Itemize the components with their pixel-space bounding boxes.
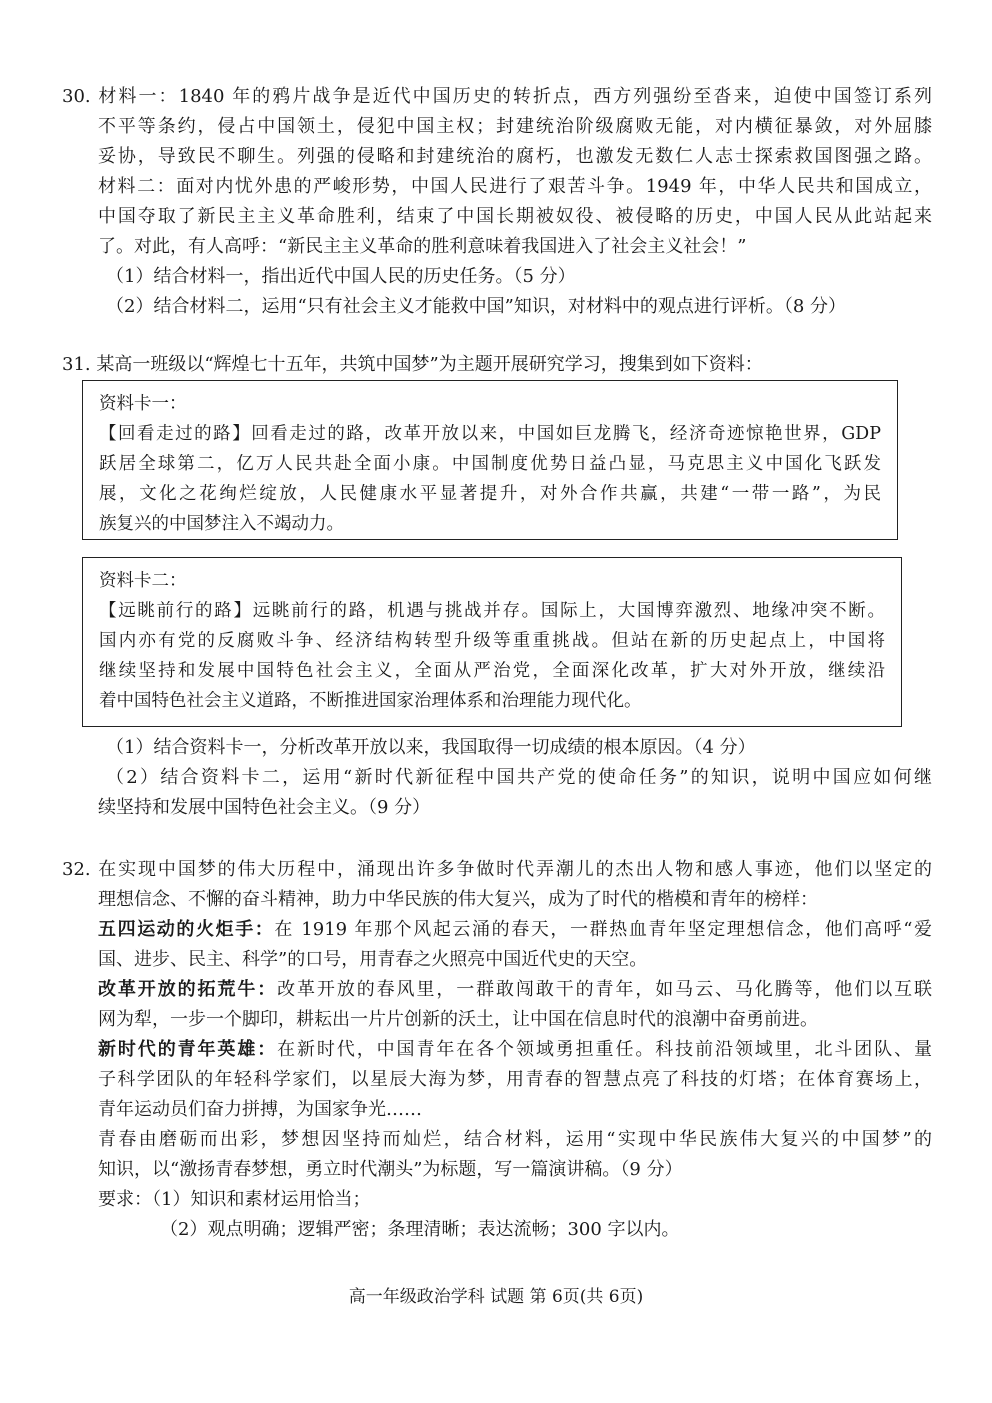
card1-line: 跃居全球第二，亿万人民共赴全面小康。中国制度优势日益凸显，马克思主义中国化飞跃发 <box>99 454 881 474</box>
q32-paragraph-3 <box>62 1035 932 1065</box>
q32-paragraph-1 <box>62 915 932 945</box>
card2-title: 资料卡二： <box>99 571 187 591</box>
q32-requirement-1: 要求：（1）知识和素材运用恰当； <box>98 1189 371 1210</box>
q32-paragraph-3-cont: 青年运动员们奋力拼搏，为国家争光…… <box>98 1099 422 1120</box>
q30-line: 了。对此，有人高呼：“新民主主义革命的胜利意味着我国进入了社会主义社会！” <box>98 236 747 257</box>
card1-line: 展，文化之花绚烂绽放，人民健康水平显著提升，对外合作共赢，共建“一带一路”，为民 <box>99 484 881 504</box>
p3-text: 在新时代，中国青年在各个领域勇担重任。科技前沿领域里，北斗团队、量 <box>277 1039 932 1060</box>
q31-subquestion-2: （2）结合资料卡二，运用“新时代新征程中国共产党的使命任务”的知识，说明中国应如何继 <box>106 767 932 788</box>
card2-line: 着中国特色社会主义道路，不断推进国家治理体系和治理能力现代化。 <box>99 691 642 711</box>
q30-subquestion-1: （1）结合材料一，指出近代中国人民的历史任务。（5 分） <box>106 266 576 287</box>
card2-line: 国内亦有党的反腐败斗争、经济结构转型升级等重重挑战。但站在新的历史起点上，中国将 <box>99 631 885 651</box>
p2-text: 改革开放的春风里，一群敢闯敢干的青年，如马云、马化腾等，他们以互联 <box>277 979 932 1000</box>
material-card-1 <box>82 380 898 540</box>
card1-line: 族复兴的中国梦注入不竭动力。 <box>99 514 344 534</box>
q32-requirement-2: （2）观点明确；逻辑严密；条理清晰；表达流畅；300 字以内。 <box>160 1219 680 1240</box>
q31-subquestion-2-cont: 续坚持和发展中国特色社会主义。（9 分） <box>98 797 431 818</box>
question-31-subquestions <box>62 733 932 823</box>
material-card-2 <box>82 557 902 727</box>
q32-paragraph-2 <box>62 975 932 1005</box>
p1-text: 在 1919 年那个风起云涌的春天，一群热血青年坚定理想信念，他们高呼“爱 <box>274 919 933 940</box>
q31-intro: 31. 某高一班级以“辉煌七十五年，共筑中国梦”为主题开展研究学习，搜集到如下资料： <box>62 354 763 375</box>
q30-line: 不平等条约，侵占中国领土，侵犯中国主权；封建统治阶级腐败无能，对内横征暴敛，对外屈膝 <box>98 116 932 137</box>
p2-heading: 改革开放的拓荒牛： <box>98 979 278 1000</box>
q30-subquestion-2: （2）结合材料二，运用“只有社会主义才能救中国”知识，对材料中的观点进行评析。（8 分） <box>106 296 847 317</box>
p1-heading: 五四运动的火炬手： <box>98 919 275 940</box>
page-footer: 高一年级政治学科 试题 第 6页(共 6页) <box>348 1287 644 1307</box>
question-32 <box>62 855 932 1245</box>
q32-paragraph-2-cont: 网为犁，一步一个脚印，耕耘出一片片创新的沃土，让中国在信息时代的浪潮中奋勇前进。 <box>98 1009 818 1030</box>
q30-line: 30. 材料一：1840 年的鸦片战争是近代中国历史的转折点，西方列强纷至沓来，迫使中国签订系列 <box>62 86 932 107</box>
q30-line: 中国夺取了新民主主义革命胜利，结束了中国长期被奴役、被侵略的历史，中国人民从此站起来 <box>98 206 932 227</box>
q31-subquestion-1: （1）结合资料卡一，分析改革开放以来，我国取得一切成绩的根本原因。（4 分） <box>106 737 756 758</box>
p3-heading: 新时代的青年英雄： <box>98 1039 278 1060</box>
card2-line: 继续坚持和发展中国特色社会主义，全面从严治党，全面深化改革，扩大对外开放，继续沿 <box>99 661 885 681</box>
q30-line: 妥协，导致民不聊生。列强的侵略和封建统治的腐朽，也激发无数仁人志士探索救国图强之路。 <box>98 146 932 167</box>
q32-paragraph-1-cont: 国、进步、民主、科学”的口号，用青春之火照亮中国近代史的天空。 <box>98 949 648 970</box>
q30-line: 材料二：面对内忧外患的严峻形势，中国人民进行了艰苦斗争。1949 年，中华人民共和国成立， <box>98 176 932 197</box>
card2-line: 【远眺前行的路】远眺前行的路，机遇与挑战并存。国际上，大国博弈激烈、地缘冲突不断。 <box>99 601 885 621</box>
q32-intro: 32. 在实现中国梦的伟大历程中，涌现出许多争做时代弄潮儿的杰出人物和感人事迹，他们以坚定的 <box>62 859 932 880</box>
q32-paragraph-3-cont: 子科学团队的年轻科学家们，以星辰大海为梦，用青春的智慧点亮了科技的灯塔；在体育赛场上， <box>98 1069 932 1090</box>
q32-intro-cont: 理想信念、不懈的奋斗精神，助力中华民族的伟大复兴，成为了时代的楷模和青年的榜样： <box>98 889 818 910</box>
card1-title: 资料卡一： <box>99 394 187 414</box>
question-30 <box>62 82 932 322</box>
question-31-intro <box>62 350 932 380</box>
q32-task-cont: 知识，以“激扬青春梦想，勇立时代潮头”为标题，写一篇演讲稿。（9 分） <box>98 1159 683 1180</box>
card1-line: 【回看走过的路】回看走过的路，改革开放以来，中国如巨龙腾飞，经济奇迹惊艳世界，GDP <box>99 424 881 444</box>
q32-task: 青春由磨砺而出彩，梦想因坚持而灿烂，结合材料，运用“实现中华民族伟大复兴的中国梦”的 <box>98 1129 932 1150</box>
